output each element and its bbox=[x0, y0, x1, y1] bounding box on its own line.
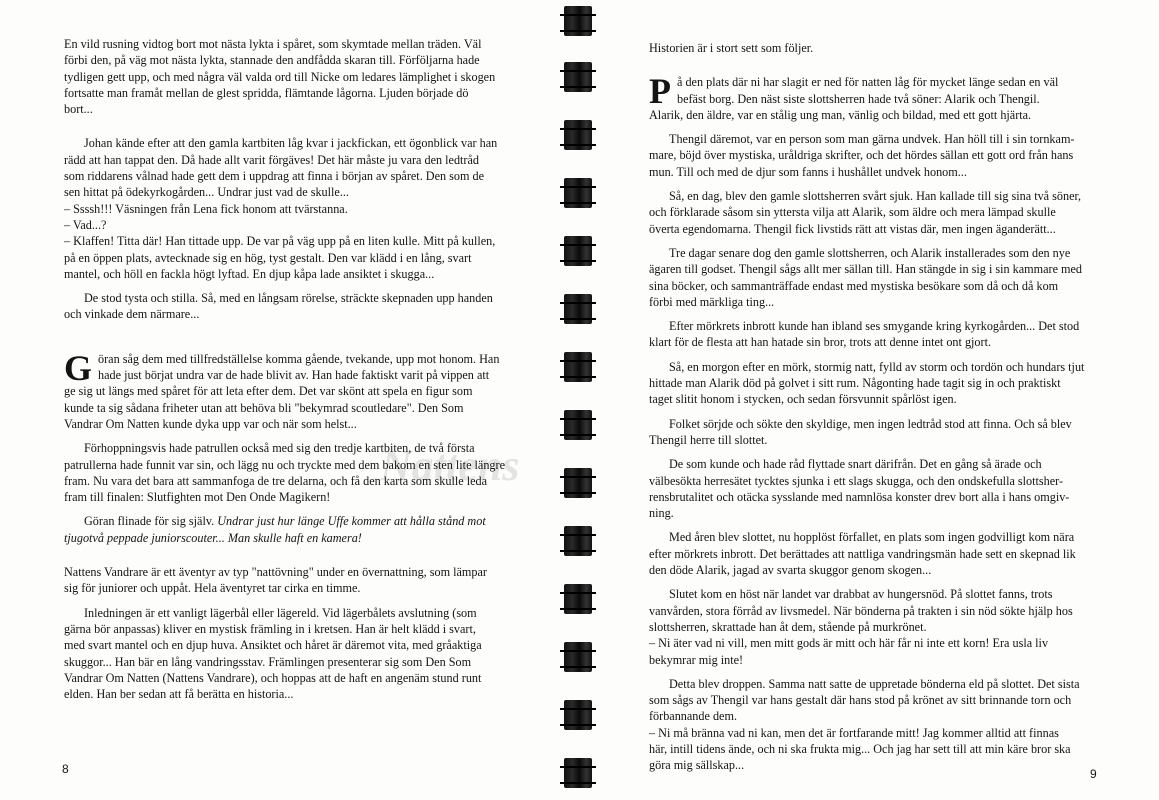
paragraph bbox=[649, 71, 1111, 123]
left-text-column bbox=[64, 36, 536, 710]
binding-ring bbox=[564, 584, 592, 614]
left-page bbox=[0, 0, 560, 800]
text-line: å den plats där ni har slagit er ned för natten låg för mycket länge sedan en väl bbox=[677, 75, 1059, 90]
text-line: skuggor... Han bär en lång vandringsstav. Främlingen presenterar sig som Den Som bbox=[64, 654, 472, 669]
italic-text: tjugotvå peppade juniorscouter... Man skulle haft en kamera! bbox=[64, 530, 362, 545]
text-line: Med åren blev slottet, nu hopplöst förfallet, en plats som ingen godvilligt kom nära bbox=[669, 530, 1075, 545]
paragraph bbox=[64, 290, 536, 323]
paragraph bbox=[649, 131, 1111, 180]
right-page bbox=[600, 0, 1159, 800]
text-line: fram. Nu vara det bara att sammanfoga de tre delarna, och få den karta som skulle leda bbox=[64, 473, 487, 488]
paragraph bbox=[64, 605, 536, 703]
text-line: med svart mantel och en djup huva. Ansiktet och håret är däremot vita, med gråaktiga bbox=[64, 638, 482, 653]
page-number: 9 bbox=[1090, 767, 1097, 781]
binding-ring bbox=[564, 410, 592, 440]
text-line: Alarik, den äldre, var en stålig ung man, vänlig och bildad, med ett gott hjärta. bbox=[649, 107, 1032, 122]
text-line: överta egendomarna. Thengil fick livstids rätt att vistas där, men ingen äganderätt... bbox=[649, 221, 1056, 236]
text-line: rädd att han tappat den. Då hade allt varit förgäves! Det här måste ju vara den ledtråd bbox=[64, 152, 479, 167]
paragraph bbox=[64, 440, 536, 505]
paragraph bbox=[649, 456, 1111, 521]
paragraph bbox=[64, 513, 536, 546]
text-line: kunde ta sig sådana friheter utan att behöva bli "bekymrad scoutledare". Den Som bbox=[64, 400, 464, 415]
text-line: Detta blev droppen. Samma natt satte de uppretade bönderna eld på slottet. Det sista bbox=[669, 676, 1080, 691]
text-line: efter mörkrets inbrott. Det berättades att nattliga vandringsmän hade sett en skepnad lik bbox=[649, 546, 1076, 561]
text-line: sen hittat på ödekyrkogården... Undrar just vad de skulle... bbox=[64, 185, 349, 200]
binding-ring bbox=[564, 758, 592, 788]
binding-ring bbox=[564, 62, 592, 92]
binding-ring bbox=[564, 526, 592, 556]
text-run: Göran flinade för sig själv. bbox=[84, 514, 218, 529]
text-line: Folket sörjde och sökte den skyldige, men ingen ledtråd stod att finna. Och så blev bbox=[669, 416, 1072, 431]
paragraph bbox=[649, 40, 1111, 56]
text-line: slottsherren, skrattade han åt dem, stående på murkrönet. bbox=[649, 619, 927, 634]
paragraph bbox=[64, 564, 536, 597]
text-line: En vild rusning vidtog bort mot nästa lykta i spåret, som skymtade mellan träden. Väl bbox=[64, 37, 482, 51]
binding-ring bbox=[564, 236, 592, 266]
text-line: bekymrar mig inte! bbox=[649, 652, 744, 667]
paragraph bbox=[649, 676, 1111, 774]
text-line: sina böcker, och sammanträffade endast med mystiska besökare som då och då kom bbox=[649, 278, 1059, 293]
text-line: mare, böjd över mystiska, uråldriga skrifter, och det hördes sällan ett gott ord från hans bbox=[649, 148, 1074, 163]
text-line: Johan kände efter att den gamla kartbiten låg kvar i jackfickan, ett ögonblick var han bbox=[84, 136, 498, 151]
paragraph bbox=[64, 36, 536, 117]
right-text-column bbox=[649, 40, 1111, 782]
binding-ring bbox=[564, 700, 592, 730]
drop-cap: G bbox=[64, 347, 93, 388]
text-line: göra mig sällskap... bbox=[649, 758, 745, 773]
text-line: Thengil herre till slottet. bbox=[649, 432, 768, 447]
text-line: den döde Alarik, jagad av svarta skuggor genom skogen... bbox=[649, 563, 932, 578]
text-line: förbannande dem. bbox=[649, 709, 737, 724]
text-line: Så, en dag, blev den gamle slottsherren svårt sjuk. Han kallade till sig sina två söner, bbox=[669, 189, 1082, 204]
text-line: elden. Han ber sedan att få berätta en historia... bbox=[64, 687, 294, 702]
paragraph bbox=[649, 416, 1111, 449]
text-line: tydligen gett upp, och med några väl valda ord till Nicke om ledares lämplighet i skogen bbox=[64, 69, 496, 84]
paragraph bbox=[649, 188, 1111, 237]
text-line: – Ni äter vad ni vill, men mitt gods är mitt och här får ni inte ett korn! Era usla liv bbox=[649, 636, 1049, 651]
text-line: här, intill tidens ände, och ni ska frukta mig... Och jag har sett till att min käre bror ska bbox=[649, 741, 1071, 756]
binding-ring bbox=[564, 178, 592, 208]
text-line bbox=[64, 513, 536, 529]
text-line: välbesökta herresätet tycktes sjunka i ett slags skugga, och den ondskefulla slottsher- bbox=[649, 473, 1064, 488]
text-line: sig för juniorer och uppåt. Hela äventyret tar cirka en timme. bbox=[64, 581, 361, 596]
text-line: – Ni må bränna vad ni kan, men det är fortfarande mitt! Jag kommer alltid att finnas bbox=[649, 725, 1059, 740]
text-line: förbi med märkliga ting... bbox=[649, 294, 775, 309]
text-line: Slutet kom en höst när landet var drabbat av hungersnöd. På slottet fanns, trots bbox=[669, 587, 1053, 602]
text-line: vanvården, stora förråd av livsmedel. När bönderna på trakten i sin nöd sökte hjälp hos bbox=[649, 603, 1073, 618]
text-line: patrullerna hade funnit var sin, och lägg nu och tryckte med dem bakom en sten lite längre bbox=[64, 457, 505, 472]
paragraph bbox=[649, 318, 1111, 351]
text-line: fram till finalen: Slutfighten mot Den Onde Magikern! bbox=[64, 490, 331, 505]
text-line: De som kunde och hade råd flyttade snart därifrån. Det en gång så ärade och bbox=[669, 457, 1042, 472]
italic-text: Undrar just hur länge Uffe kommer att hålla stånd mot bbox=[217, 514, 486, 529]
paragraph bbox=[64, 347, 536, 432]
binding-ring bbox=[564, 642, 592, 672]
text-line: ge sig ut längs med spåret för att leta efter dem. Det var skönt att spela en figur som bbox=[64, 384, 473, 399]
text-line: klart för de flesta att han hatade sin bror, trots att denne intet ont gjort. bbox=[649, 335, 992, 350]
binding-ring bbox=[564, 294, 592, 324]
text-line: Nattens Vandrare är ett äventyr av typ "nattövning" under en övernattning, som lämpar bbox=[64, 565, 487, 580]
text-line: – Ssssh!!! Väsningen från Lena fick honom att tvärstanna. bbox=[64, 201, 348, 216]
binding-ring bbox=[564, 352, 592, 382]
binding-ring bbox=[564, 6, 592, 36]
paragraph bbox=[649, 359, 1111, 408]
text-line: mantel, och höll en fackla högt lyftad. En djup kåpa lade ansiktet i skugga... bbox=[64, 266, 435, 281]
text-line: bort... bbox=[64, 102, 93, 117]
binding-ring bbox=[564, 468, 592, 498]
text-line: förbi den, på väg mot nästa lykta, stannade den andfådda skaran till. Förföljarna hade bbox=[64, 53, 480, 68]
text-line: hade just börjat undra var de hade blivit av. Han hade faktiskt varit på vippen att bbox=[98, 368, 490, 383]
text-line: De stod tysta och stilla. Så, med en långsam rörelse, sträckte skepnaden upp handen bbox=[84, 291, 493, 306]
spiral-binding bbox=[552, 0, 606, 800]
text-line: som riddarens vålnad hade gett dem i uppdrag att finna i början av spåret. Den som de bbox=[64, 169, 485, 184]
text-line: och förklarade såsom sin yttersta vilja att Alarik, som äldre och mera lämpad skulle bbox=[649, 205, 1056, 220]
text-line: hittade man Alarik död på golvet i sitt rum. Någonting hade tagit sig in och praktiskt bbox=[649, 376, 1061, 391]
text-line: gärna bör anpassas) kliver en mystisk främling in i kretsen. Han är helt klädd i svart, bbox=[64, 621, 476, 636]
text-line: och vinkade dem närmare... bbox=[64, 307, 200, 322]
text-line: Inledningen är ett vanligt lägerbål eller lägereld. Vid lägerbålets avslutning (som bbox=[84, 605, 477, 620]
text-line: taget slitit honom i stycken, och sedan försvunnit spårlöst igen. bbox=[649, 392, 957, 407]
text-line: Förhoppningsvis hade patrullen också med sig den tredje kartbiten, de två första bbox=[84, 441, 475, 456]
paragraph bbox=[649, 245, 1111, 310]
text-line: ning. bbox=[649, 506, 674, 521]
text-line: på en öppen plats, avtecknade sig en hög, tyst gestalt. Den var klädd i en lång, svart bbox=[64, 250, 472, 265]
paragraph bbox=[649, 586, 1111, 667]
text-line: Tre dagar senare dog den gamle slottsherren, och Alarik installerades som den nye bbox=[669, 245, 1071, 260]
text-line: befäst borg. Den näst siste slottsherren hade två söner: Alarik och Thengil. bbox=[677, 91, 1040, 106]
text-line: – Klaffen! Titta där! Han tittade upp. De var på väg upp på en liten kulle. Mitt på kullen, bbox=[64, 234, 496, 249]
text-line: öran såg dem med tillfredställelse komma gående, tvekande, upp mot honom. Han bbox=[98, 351, 500, 366]
text-line: Thengil däremot, var en person som man gärna undvek. Han höll till i sin tornkam- bbox=[669, 132, 1075, 147]
binding-ring bbox=[564, 120, 592, 150]
show-through-text: Nattens bbox=[380, 441, 520, 490]
text-line: Efter mörkrets inbrott kunde han ibland ses smygande kring kyrkogården... Det stod bbox=[669, 319, 1080, 334]
drop-cap: P bbox=[649, 71, 671, 112]
text-line: ägaren till godset. Thengil sågs allt mer sällan till. Han stängde in sig i sin kammare med bbox=[649, 262, 1083, 277]
text-line: som sågs av Thengil var hans gestalt där hans stod på krönet av sitt brinnande torn och bbox=[649, 693, 1072, 708]
paragraph bbox=[649, 529, 1111, 578]
text-line: fortsatte man framåt mellan de glest spridda, flämtande lågorna. Ljuden började dö bbox=[64, 85, 469, 100]
text-line: Historien är i stort sett som följer. bbox=[649, 41, 814, 55]
text-line: mun. Till och med de djur som fanns i hushållet undvek honom... bbox=[649, 164, 967, 179]
text-line: Vandrar Om Natten kunde dyka upp var och när som helst... bbox=[64, 416, 357, 431]
text-line: Så, en morgon efter en mörk, stormig natt, fylld av storm och tordön och hundars tjut bbox=[669, 359, 1085, 374]
page-number: 8 bbox=[62, 762, 69, 776]
text-line: Vandrar Om Natten (Nattens Vandrare), och hoppas att de haft en angenäm stund runt bbox=[64, 670, 482, 685]
text-line: – Vad...? bbox=[64, 217, 107, 232]
text-line: rensbrutalitet och otäcka sysslande med namnlösa konster drev bort alla i hans omgiv- bbox=[649, 489, 1070, 504]
paragraph bbox=[64, 135, 536, 282]
